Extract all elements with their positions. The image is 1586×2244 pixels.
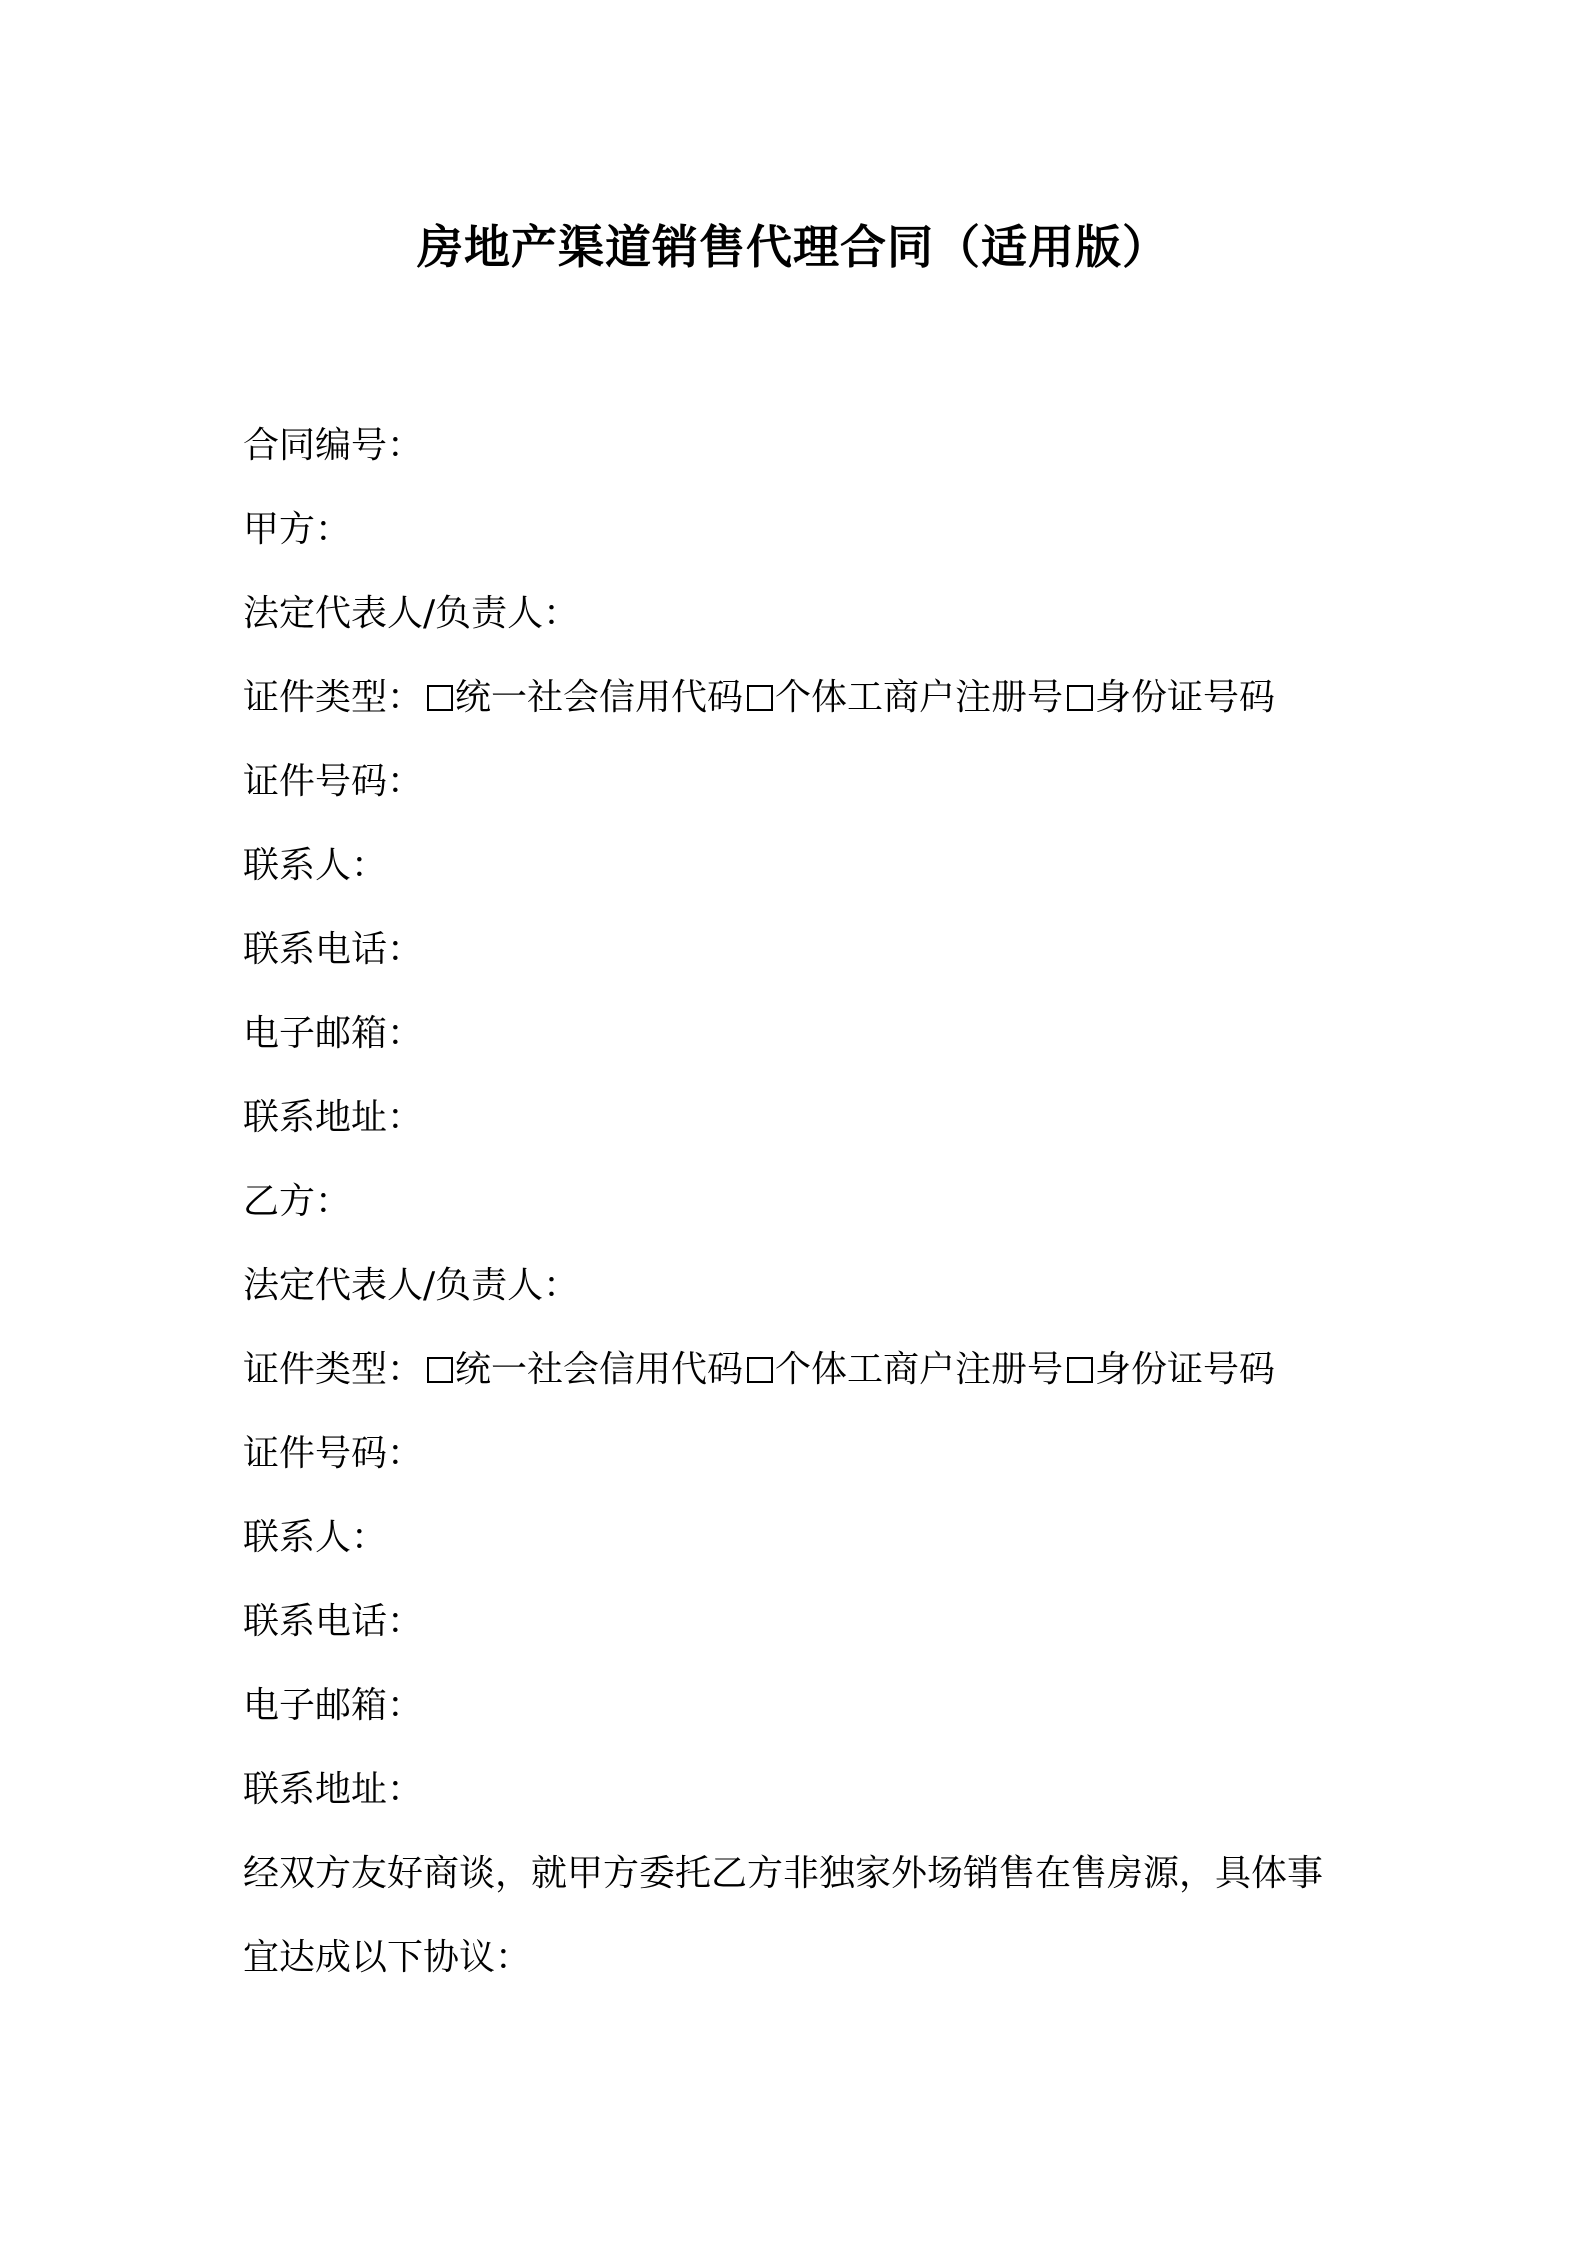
checkbox-id-card[interactable] — [1067, 1357, 1093, 1383]
field-party-b-id-number — [243, 1412, 1363, 1496]
field-party-b-legal-rep — [243, 1244, 1363, 1328]
field-party-a-id-number — [243, 740, 1363, 824]
option-label: 身份证号码 — [1095, 1349, 1276, 1390]
field-party-a-phone — [243, 908, 1363, 992]
checkbox-business-reg[interactable] — [747, 1357, 773, 1383]
option-label: 个体工商户注册号 — [775, 1349, 1064, 1390]
checkbox-credit-code[interactable] — [427, 685, 453, 711]
field-party-b-phone — [243, 1580, 1363, 1664]
field-label: 联系人： — [243, 1517, 388, 1558]
intro-line: 宜达成以下协议： — [243, 1937, 532, 1978]
field-party-b-contact — [243, 1496, 1363, 1580]
intro-paragraph — [243, 1832, 1363, 2000]
field-label: 联系地址： — [243, 1769, 424, 1810]
field-label: 联系电话： — [243, 1601, 424, 1642]
field-party-a-id-type — [243, 656, 1363, 740]
option-label: 身份证号码 — [1095, 677, 1276, 718]
field-label: 证件类型： — [243, 1349, 424, 1390]
field-party-a-address — [243, 1076, 1363, 1160]
field-party-a-contact — [243, 824, 1363, 908]
field-party-a-email — [243, 992, 1363, 1076]
field-label: 法定代表人/负责人： — [243, 593, 580, 634]
checkbox-id-card[interactable] — [1067, 685, 1093, 711]
field-party-b-address — [243, 1748, 1363, 1832]
field-label: 证件号码： — [243, 761, 424, 802]
field-label: 联系电话： — [243, 929, 424, 970]
checkbox-business-reg[interactable] — [747, 685, 773, 711]
field-party-b — [243, 1160, 1363, 1244]
field-party-a-legal-rep — [243, 572, 1363, 656]
document-title: 房地产渠道销售代理合同（适用版） — [417, 220, 1169, 274]
field-label: 甲方： — [243, 509, 352, 550]
field-party-b-id-type — [243, 1328, 1363, 1412]
option-label: 统一社会信用代码 — [455, 677, 744, 718]
field-label: 电子邮箱： — [243, 1685, 424, 1726]
field-label: 联系地址： — [243, 1097, 424, 1138]
checkbox-credit-code[interactable] — [427, 1357, 453, 1383]
field-label: 证件号码： — [243, 1433, 424, 1474]
field-label: 合同编号： — [243, 425, 424, 466]
option-label: 个体工商户注册号 — [775, 677, 1064, 718]
contract-fields — [243, 404, 1363, 2000]
field-label: 法定代表人/负责人： — [243, 1265, 580, 1306]
field-label: 联系人： — [243, 845, 388, 886]
intro-line: 经双方友好商谈，就甲方委托乙方非独家外场销售在售房源，具体事 — [243, 1853, 1324, 1894]
field-party-b-email — [243, 1664, 1363, 1748]
option-label: 统一社会信用代码 — [455, 1349, 744, 1390]
field-contract-number — [243, 404, 1363, 488]
field-party-a — [243, 488, 1363, 572]
field-label: 电子邮箱： — [243, 1013, 424, 1054]
field-label: 乙方： — [243, 1181, 352, 1222]
field-label: 证件类型： — [243, 677, 424, 718]
